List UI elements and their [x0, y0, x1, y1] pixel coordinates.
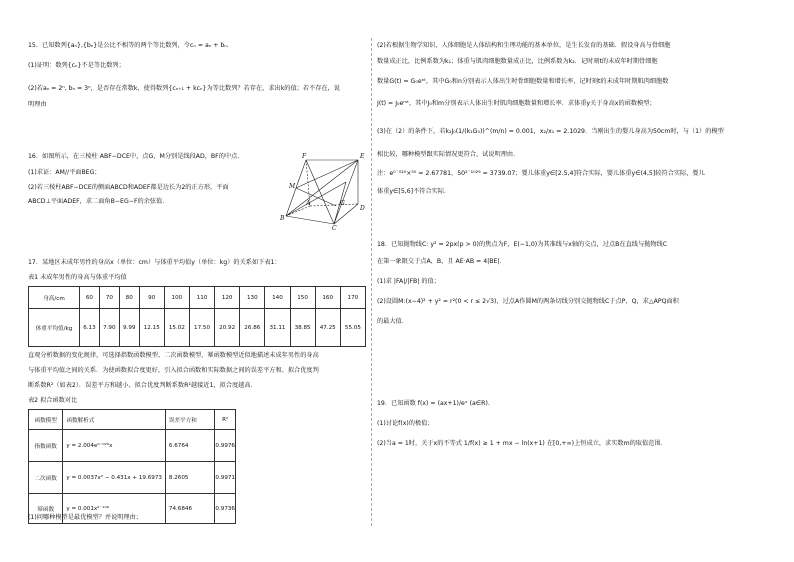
table2-row: [29, 430, 236, 462]
q17-part2-l1: (2)若根据生物学知识，人体细胞是人体结构和生理功能的基本单位，是生长发育的基础．假设身高与骨细胞: [377, 42, 671, 49]
table1-row-head: 身高/cm: [29, 287, 80, 309]
label-A: A: [306, 200, 311, 207]
cell: 0.9976: [215, 430, 236, 462]
cell: 6.6764: [165, 430, 215, 462]
q15-stem: 15．已知数列{aₙ},{bₙ}是公比不相等的两个等比数列，令cₙ = aₙ + bₙ.: [28, 42, 229, 49]
th: 函数解析式: [63, 410, 166, 430]
label-B: B: [280, 215, 285, 222]
cell: 47.25: [315, 309, 340, 347]
cell: y = 0.0037x² − 0.431x + 19.6973: [63, 462, 166, 494]
q15-part1: (1)证明：数列{cₙ}不是等比数列；: [28, 62, 125, 69]
cell: 二次函数: [29, 462, 63, 494]
cell: 80: [119, 287, 139, 309]
q15-part2: (2)若aₙ = 2ⁿ, bₙ = 3ⁿ，是否存在常数k，使得数列{cₙ₊₁ + kcₙ}为等比数列？若存在，求出k的值；若不存在，说: [28, 85, 340, 92]
cell: 6.13: [80, 309, 100, 347]
cell: 20.92: [215, 309, 240, 347]
q18-stem-cont: 在第一象限交于点A，B，且 AE·AB = 4|BE|.: [377, 258, 502, 265]
q17-part1: (1)问哪种模型是最优模型？并说明理由；: [28, 514, 142, 521]
q19-stem: 19．已知函数 f(x) = (ax+1)/eˣ (a∈R).: [377, 400, 490, 407]
cell: 幂函数: [29, 494, 63, 524]
table2-title: 表2 拟合函数对比: [28, 397, 78, 404]
q17-stem: 17．某地区未成年男性的身高x（单位：cm）与体重平均值y（单位：kg）的关系如下表1：: [28, 259, 281, 266]
q17-part2-l2: 数量成正比，比例系数为k₁；体重与肌肉细胞数量成正比，比例系数为k₂．记时刻t的未成年时期骨细胞: [377, 58, 658, 65]
cell: 38.85: [290, 309, 315, 347]
table1-row-height: [29, 287, 366, 309]
th: R²: [215, 410, 236, 430]
table1-row-weight: [29, 309, 366, 347]
q16-part2-cont: ABCD⊥平面ADEF，求二面角B−EG−F的余弦值.: [28, 198, 165, 205]
table2: [28, 409, 236, 524]
label-G: G: [340, 200, 345, 207]
cell: 130: [240, 287, 265, 309]
cell: 170: [340, 287, 365, 309]
q17-note-l1: 注：e⁰˙⁰²⁰×⁵⁰ ≈ 2.67781，50²˙¹⁰²⁹ ≈ 3739.07；婴儿体重y∈[2.5,4]符合实际，婴儿体重y∈(4,5]较符合实际，婴儿: [377, 170, 705, 177]
q17-note-l2: 体重y∈[5,6]不符合实际．: [377, 188, 451, 195]
cell: 60: [80, 287, 100, 309]
q16-stem: 16．如图所示，在三棱柱 ABF−DCE中，点G，M分别是线段AD，BF的中点.: [28, 153, 240, 160]
label-M: M: [289, 183, 296, 190]
table1-row-head: 体重平均值/kg: [29, 309, 80, 347]
q17-para1: 直观分析数据的变化规律，可选择指数函数模型、二次函数模型、幂函数模型近似地描述未成年男性的身高: [28, 352, 319, 359]
q17-part3-l1: (3)在（2）的条件下，若k₂J₀(1/(k₁G₀))^(m/n) = 0.001，x₂/x₁ = 2.1029．当刚出生的婴儿身高为50cm时，与（1）的模型: [377, 128, 724, 135]
label-C: C: [332, 225, 337, 230]
q18-stem: 18．已知抛物线C: y² = 2px(p > 0)的焦点为F，E(−1,0)为其准线与x轴的交点，过点B在直线与抛物线C: [377, 241, 668, 248]
cell: 0.9736: [215, 494, 236, 524]
table2-row: [29, 462, 236, 494]
cell: 12.15: [139, 309, 164, 347]
cell: 120: [215, 287, 240, 309]
cell: 160: [315, 287, 340, 309]
cell: y = 0.001x²˙¹⁰⁹: [63, 494, 166, 524]
cell: 55.05: [340, 309, 365, 347]
cell: y = 2.004e⁰˙⁰²⁰x: [63, 430, 166, 462]
table1: [28, 286, 366, 347]
cell: 7.90: [99, 309, 119, 347]
column-divider: [371, 38, 372, 526]
q16-part2: (2)若三棱柱ABF−DCE的侧面ABCD和ADEF都是边长为2的正方形，平面: [28, 184, 229, 191]
cell: 15.02: [164, 309, 189, 347]
cell: 17.50: [189, 309, 214, 347]
cell: 90: [139, 287, 164, 309]
th: 误差平方和: [165, 410, 215, 430]
q18-part2-cont: 的最大值．: [377, 318, 408, 325]
label-E: E: [360, 153, 365, 160]
q17-part3-l2: 相比较，哪种模型跟实际情况更符合，试说明理由．: [377, 151, 520, 158]
cell: 9.99: [119, 309, 139, 347]
prism-figure: [276, 150, 368, 230]
label-F: F: [302, 153, 307, 160]
cell: 110: [189, 287, 214, 309]
cell: 100: [164, 287, 189, 309]
cell: 指数函数: [29, 430, 63, 462]
q17-para3: 断系数R²（如表2）．误差平方和越小、拟合优度判断系数R²越接近1，拟合度越高．: [28, 382, 257, 389]
q18-part2: (2)设圆M:(x−4)² + y² = r²(0 < r ≤ 2√3)，过点A作圆M的两条切线分别交抛物线C于点P，Q，求△APQ面积: [377, 298, 679, 305]
cell: 26.86: [240, 309, 265, 347]
cell: 70: [99, 287, 119, 309]
cell: 0.9971: [215, 462, 236, 494]
q19-part1: (1)讨论f(x)的极值；: [377, 420, 434, 427]
cell: 74.6846: [165, 494, 215, 524]
q17-part2-l3: 数量G(t) = G₀eⁿᵗ，其中G₀和n分别表示人体出生时骨细胞数量和增长率，记时刻t的未成年时期肌肉细胞数: [377, 78, 669, 85]
cell: 140: [265, 287, 290, 309]
th: 函数模型: [29, 410, 63, 430]
q16-part1: (1)求证：AM//平面BEG；: [28, 169, 101, 176]
q15-part2-cont: 明理由: [28, 101, 47, 108]
q19-part2: (2)当a = 1时，关于x的不等式 1/f(x) ≥ 1 + mx − ln(x+1) 在[0,+∞)上恒成立，求实数m的取值范围．: [377, 440, 667, 447]
cell: 150: [290, 287, 315, 309]
label-D: D: [360, 205, 365, 212]
q18-part1: (1)求 |FA|/|FB| 的值；: [377, 278, 440, 285]
cell: 8.2605: [165, 462, 215, 494]
cell: 31.11: [265, 309, 290, 347]
q17-part2-l4: J(t) = J₀eᵐᵗ，其中J₀和m分别表示人体出生时肌肉细胞数量和增长率．求体重y关于身高x的函数模型；: [377, 100, 656, 107]
q17-para2: 与体重平均值之间的关系．为使函数拟合度更好，引入拟合函数和实际数据之间的误差平方和、拟合优度判: [28, 367, 319, 374]
table2-header-row: [29, 410, 236, 430]
table1-title: 表1 未成年男性的身高与体重平均值: [28, 274, 127, 281]
